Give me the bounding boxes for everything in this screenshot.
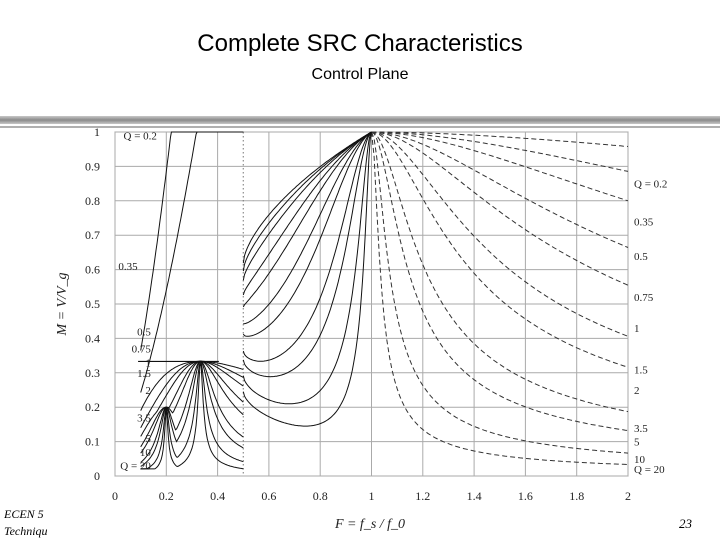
q-label-left-low: 2 <box>145 385 151 397</box>
y-tick-label: 0.1 <box>85 434 100 449</box>
x-tick-label: 1 <box>368 489 375 503</box>
q-label-left-low: 5 <box>145 433 151 446</box>
q-label-right: Q = 20 <box>634 464 665 477</box>
q-label-left-low: 1.5 <box>137 367 151 380</box>
y-tick-label: 0.5 <box>85 297 100 311</box>
y-tick-label: 0.9 <box>85 159 100 174</box>
q-label-left-low: 0.75 <box>131 343 151 356</box>
slide-title: Complete SRC Characteristics <box>197 30 523 57</box>
x-tick-label: 1.2 <box>415 489 431 503</box>
q-label-right: 0.75 <box>634 292 654 305</box>
q-label-right: Q = 0.2 <box>634 178 668 191</box>
y-tick-label: 0.4 <box>85 331 100 346</box>
q-label-left-low: 10 <box>139 446 151 459</box>
q-label-right: 0.5 <box>634 250 648 263</box>
slide-subtitle: Control Plane <box>311 66 409 83</box>
y-tick-label: 0.8 <box>85 193 100 208</box>
q-label-left-high: Q = 0.2 <box>123 130 157 143</box>
q-label-left-low: 0.5 <box>137 326 151 339</box>
q-label-right: 0.35 <box>634 216 654 229</box>
x-tick-label: 2 <box>625 489 631 503</box>
footer-course-line1: ECEN 5 <box>4 507 44 521</box>
q-label-right: 5 <box>634 436 640 449</box>
q-label-right: 2 <box>634 385 640 397</box>
x-tick-label: 1.4 <box>466 489 482 503</box>
x-tick-label: 0.4 <box>210 489 226 503</box>
q-label-left-low: Q = 20 <box>120 460 151 473</box>
y-tick-label: 0.7 <box>85 228 100 243</box>
x-axis-label: F = f_s / f_0 <box>334 517 406 532</box>
q-label-left-low: 1 <box>145 357 151 370</box>
y-axis-label: M = V/V_g <box>55 272 70 336</box>
y-tick-label: 0 <box>94 469 100 483</box>
q-label-right: 1.5 <box>634 364 648 377</box>
q-label-left-low: 3.5 <box>137 412 151 425</box>
footer-course-line2: Techniqu <box>4 524 48 538</box>
x-tick-label: 0.6 <box>261 489 277 503</box>
y-tick-label: 0.2 <box>85 400 100 415</box>
x-tick-label: 0.8 <box>312 489 328 503</box>
x-tick-label: 1.6 <box>517 489 533 503</box>
x-tick-label: 1.8 <box>569 489 585 503</box>
page-number: 23 <box>679 516 692 531</box>
q-label-right: 10 <box>634 453 645 466</box>
q-label-right: 3.5 <box>634 422 648 435</box>
y-tick-label: 0.3 <box>85 365 100 380</box>
q-label-left-high: 0.35 <box>118 261 138 274</box>
x-tick-label: 0 <box>112 489 118 503</box>
y-tick-label: 1 <box>94 125 100 139</box>
q-label-right: 1 <box>634 323 640 336</box>
footer-course-label <box>4 506 52 540</box>
y-tick-label: 0.6 <box>85 262 100 277</box>
x-tick-label: 0.2 <box>158 489 174 503</box>
